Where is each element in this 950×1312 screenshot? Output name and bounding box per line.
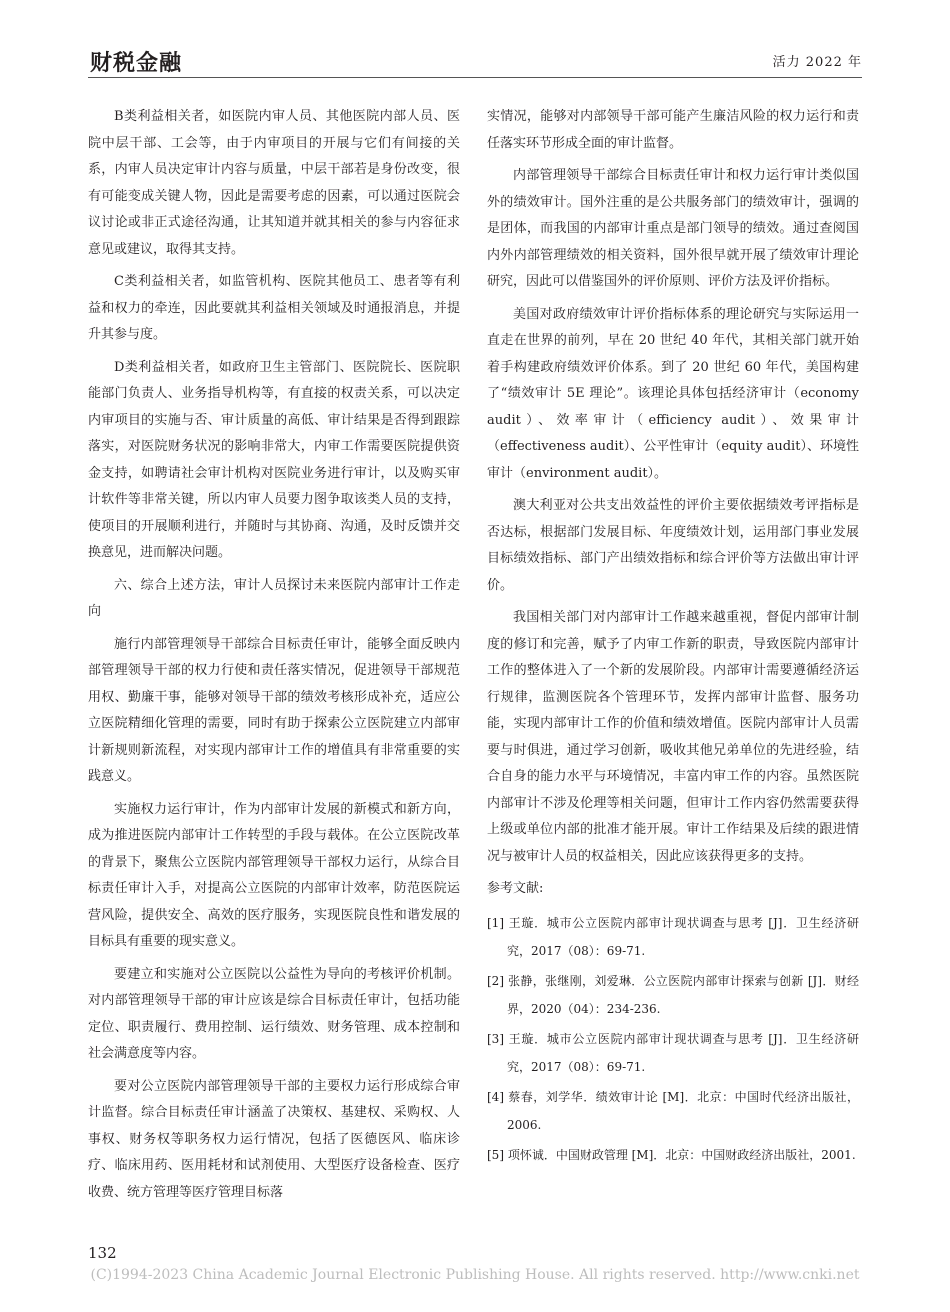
paragraph: 澳大利亚对公共支出效益性的评价主要依据绩效考评指标是否达标，根据部门发展目标、年度绩效计划，运用部门事业发展目标绩效指标、部门产出绩效指标和综合评价等方法做出审计评价。 [487,498,859,593]
reference-item: [4] 蔡春，刘学华．绩效审计论 [M]．北京：中国时代经济出版社，2006. [487,1089,859,1132]
page-number: 132 [88,1244,117,1262]
right-column [487,104,859,1171]
paragraph: B类利益相关者，如医院内审人员、其他医院内部人员、医院中层干部、工会等，由于内审项目的开展与它们有间接的关系，内审人员决定审计内容与质量，中层干部若是身份改变，很有可能变成关键人物，因此是需要考虑的因素，可以通过医院会议讨论或非正式途径沟通，让其知道并就其相关的参与内容征求意见或建议，取得其支持。 [88,109,460,257]
journal-issue: 活力 2022 年 [772,55,862,70]
paragraph: 美国对政府绩效审计评价指标体系的理论研究与实际运用一直走在世界的前列，早在 20 世纪 40 年代，其相关部门就开始着手构建政府绩效评价体系。到了 20 世纪 60 年代，美国构建了“绩效审计 5E 理论”。该理论具体包括经济审计（economy audit）、效率审计（efficiency audit）、效果审计（effectiveness audit）、公平性审计（equity audit）、环境性审计（environment audit）。 [487,306,859,481]
paragraph: 施行内部管理领导干部综合目标责任审计，能够全面反映内部管理领导干部的权力行使和责任落实情况，促进领导干部规范用权、勤廉干事，能够对领导干部的绩效考核形成补充，适应公立医院精细化管理的需要，同时有助于探索公立医院建立内部审计新规则新流程，对实现内部审计工作的增值具有非常重要的实践意义。 [88,636,460,784]
reference-item: [2] 张静，张继刚，刘爱琳．公立医院内部审计探索与创新 [J]．财经界，2020（04）：234-236. [487,973,859,1016]
section-title: 财税金融 [90,51,183,76]
paragraph-continuation: 实情况，能够对内部领导干部可能产生廉洁风险的权力运行和责任落实环节形成全面的审计监督。 [487,109,859,151]
left-column [88,104,460,1212]
paragraph: 要对公立医院内部管理领导干部的主要权力运行形成综合审计监督。综合目标责任审计涵盖了决策权、基建权、采购权、人事权、财务权等职务权力运行情况，包括了医德医风、临床诊疗、临床用药、医用耗材和试剂使用、大型医疗设备检查、医疗收费、统方管理等医疗管理目标落 [88,1078,460,1200]
reference-item: [3] 王璇．城市公立医院内部审计现状调查与思考 [J]．卫生经济研究，2017（08）：69-71. [487,1031,859,1074]
reference-item: [5] 项怀诚．中国财政管理 [M]．北京：中国财政经济出版社，2001. [487,1147,856,1162]
paragraph: 我国相关部门对内部审计工作越来越重视，督促内部审计制度的修订和完善，赋予了内审工作新的职责，导致医院内部审计工作的整体进入了一个新的发展阶段。内部审计需要遵循经济运行规律，监测医院各个管理环节，发挥内部审计监督、服务功能，实现内部审计工作的价值和绩效增值。医院内部审计人员需要与时俱进，通过学习创新，吸收其他兄弟单位的先进经验，结合自身的能力水平与环境情况，丰富内审工作的内容。虽然医院内部审计不涉及伦理等相关问题，但审计工作内容仍然需要获得上级或单位内部的批准才能开展。审计工作结果及后续的跟进情况与被审计人员的权益相关，因此应该获得更多的支持。 [487,610,859,864]
paragraph: 实施权力运行审计，作为内部审计发展的新模式和新方向，成为推进医院内部审计工作转型的手段与载体。在公立医院改革的背景下，聚焦公立医院内部管理领导干部权力运行，从综合目标责任审计入手，对提高公立医院的内部审计效率，防范医院运营风险，提供安全、高效的医疗服务，实现医院良性和谐发展的目标具有重要的现实意义。 [88,801,460,949]
paragraph: 要建立和实施对公立医院以公益性为导向的考核评价机制。对内部管理领导干部的审计应该是综合目标责任审计，包括功能定位、职责履行、费用控制、运行绩效、财务管理、成本控制和社会满意度等内容。 [88,966,460,1061]
references-heading: 参考文献: [487,881,544,896]
paragraph: D类利益相关者，如政府卫生主管部门、医院院长、医院职能部门负责人、业务指导机构等，有直接的权责关系，可以决定内审项目的实施与否、审计质量的高低、审计结果是否得到跟踪落实，对医院财务状况的影响非常大，内审工作需要医院提供资金支持，如聘请社会审计机构对医院业务进行审计，以及购买审计软件等非常关键，所以内审人员要力图争取该类人员的支持，使项目的开展顺利进行，并随时与其协商、沟通，及时反馈并交换意见，进而解决问题。 [88,359,460,560]
copyright-footer: (C)1994-2023 China Academic Journal Electronic Publishing House. All rights reserved. http://www.cnki.net [90,1267,860,1283]
paragraph: 内部管理领导干部综合目标责任审计和权力运行审计类似国外的绩效审计。国外注重的是公共服务部门的绩效审计，强调的是团体，而我国的内部审计重点是部门领导的绩效。通过查阅国内外内部管理绩效的相关资料，国外很早就开展了绩效审计理论研究，因此可以借鉴国外的评价原则、评价方法及评价指标。 [487,168,859,289]
section-heading: 六、综合上述方法，审计人员探讨未来医院内部审计工作走向 [88,577,460,619]
paragraph: C类利益相关者，如监管机构、医院其他员工、患者等有利益和权力的牵连，因此要就其利益相关领域及时通报消息，并提升其参与度。 [88,274,460,342]
header-divider [88,77,862,78]
reference-item: [1] 王璇．城市公立医院内部审计现状调查与思考 [J]．卫生经济研究，2017（08）：69-71. [487,915,859,958]
